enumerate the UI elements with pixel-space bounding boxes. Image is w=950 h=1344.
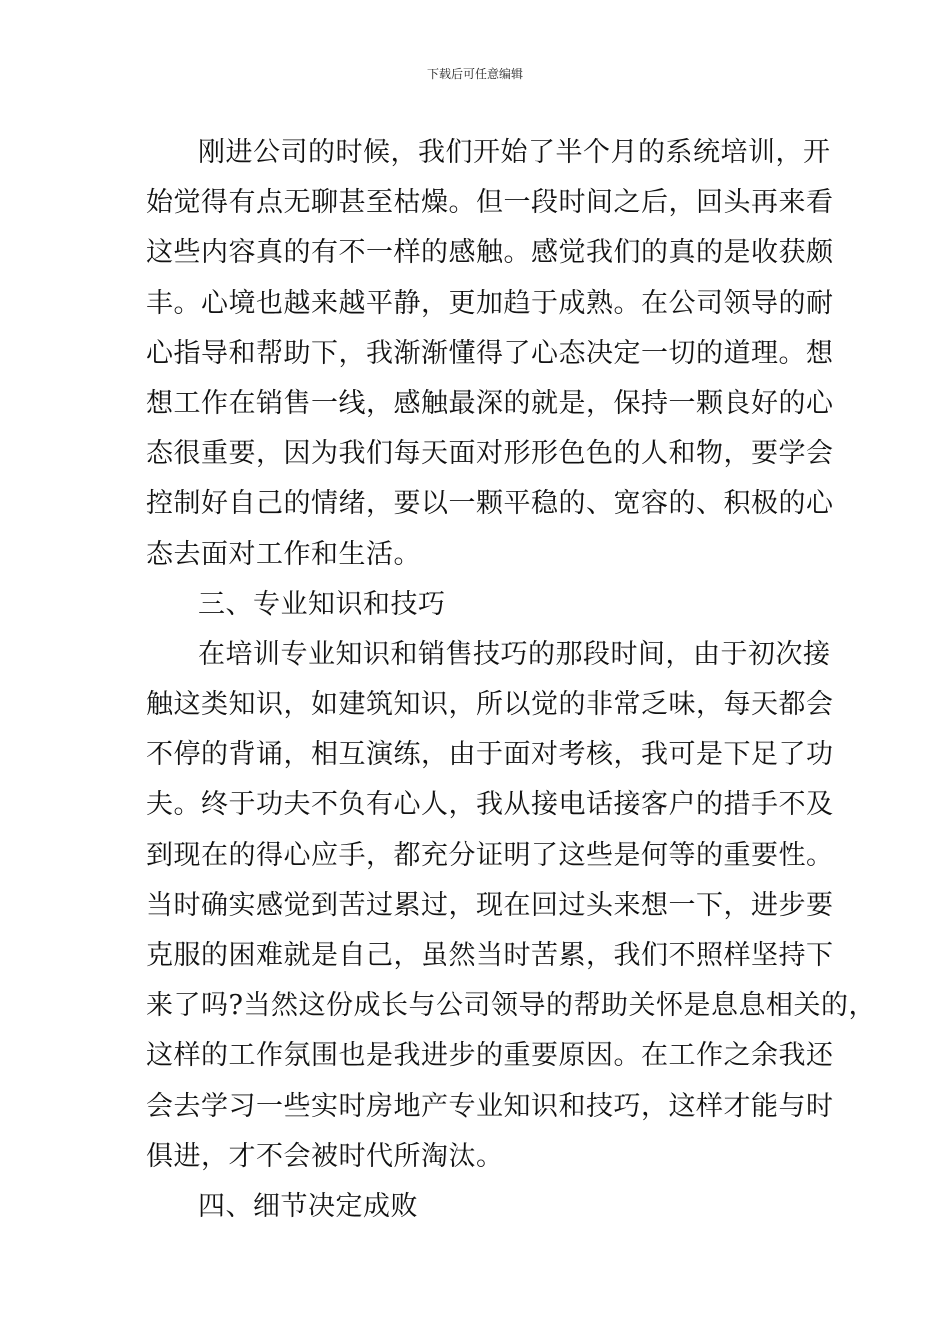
paragraph-line: 到现在的得心应手，都充分证明了这些是何等的重要性。 xyxy=(146,839,834,871)
paragraph-line: 俱进，才不会被时代所淘汰。 xyxy=(146,1140,504,1172)
paragraph-line: 夫。终于功夫不负有心人，我从接电话接客户的措手不及 xyxy=(146,789,834,821)
paragraph-line: 触这类知识，如建筑知识，所以觉的非常乏味，每天都会 xyxy=(146,689,834,721)
document-body xyxy=(146,128,876,1232)
paragraph-line: 来了吗?当然这份成长与公司领导的帮助关怀是息息相关的， xyxy=(146,990,876,1022)
paragraph-line: 刚进公司的时候，我们开始了半个月的系统培训，开 xyxy=(198,137,831,168)
section-heading: 三、专业知识和技巧 xyxy=(198,588,446,620)
page-header: 下载后可任意编辑 xyxy=(426,67,523,81)
paragraph-line: 这样的工作氛围也是我进步的重要原因。在工作之余我还 xyxy=(146,1040,834,1072)
paragraph-line: 想工作在销售一线，感触最深的就是，保持一颗良好的心 xyxy=(146,387,834,419)
paragraph-line: 丰。心境也越来越平静，更加趋于成熟。在公司领导的耐 xyxy=(146,287,834,319)
paragraph-line: 始觉得有点无聊甚至枯燥。但一段时间之后，回头再来看 xyxy=(146,187,834,219)
paragraph-line: 会去学习一些实时房地产专业知识和技巧，这样才能与时 xyxy=(146,1090,834,1122)
paragraph-line: 这些内容真的有不一样的感触。感觉我们的真的是收获颇 xyxy=(146,237,834,269)
paragraph-line: 态去面对工作和生活。 xyxy=(146,538,421,570)
paragraph-line: 心指导和帮助下，我渐渐懂得了心态决定一切的道理。想 xyxy=(146,337,834,369)
section-heading: 四、细节决定成败 xyxy=(198,1190,418,1222)
paragraph-line: 态很重要，因为我们每天面对形形色色的人和物，要学会 xyxy=(146,438,834,470)
paragraph-line: 在培训专业知识和销售技巧的那段时间，由于初次接 xyxy=(198,638,831,670)
paragraph-line: 不停的背诵，相互演练，由于面对考核，我可是下足了功 xyxy=(146,739,834,771)
paragraph-line: 控制好自己的情绪，要以一颗平稳的、宽容的、积极的心 xyxy=(146,488,834,520)
paragraph-line: 克服的困难就是自己，虽然当时苦累，我们不照样坚持下 xyxy=(146,940,834,971)
paragraph-line: 当时确实感觉到苦过累过，现在回过头来想一下，进步要 xyxy=(146,889,834,921)
